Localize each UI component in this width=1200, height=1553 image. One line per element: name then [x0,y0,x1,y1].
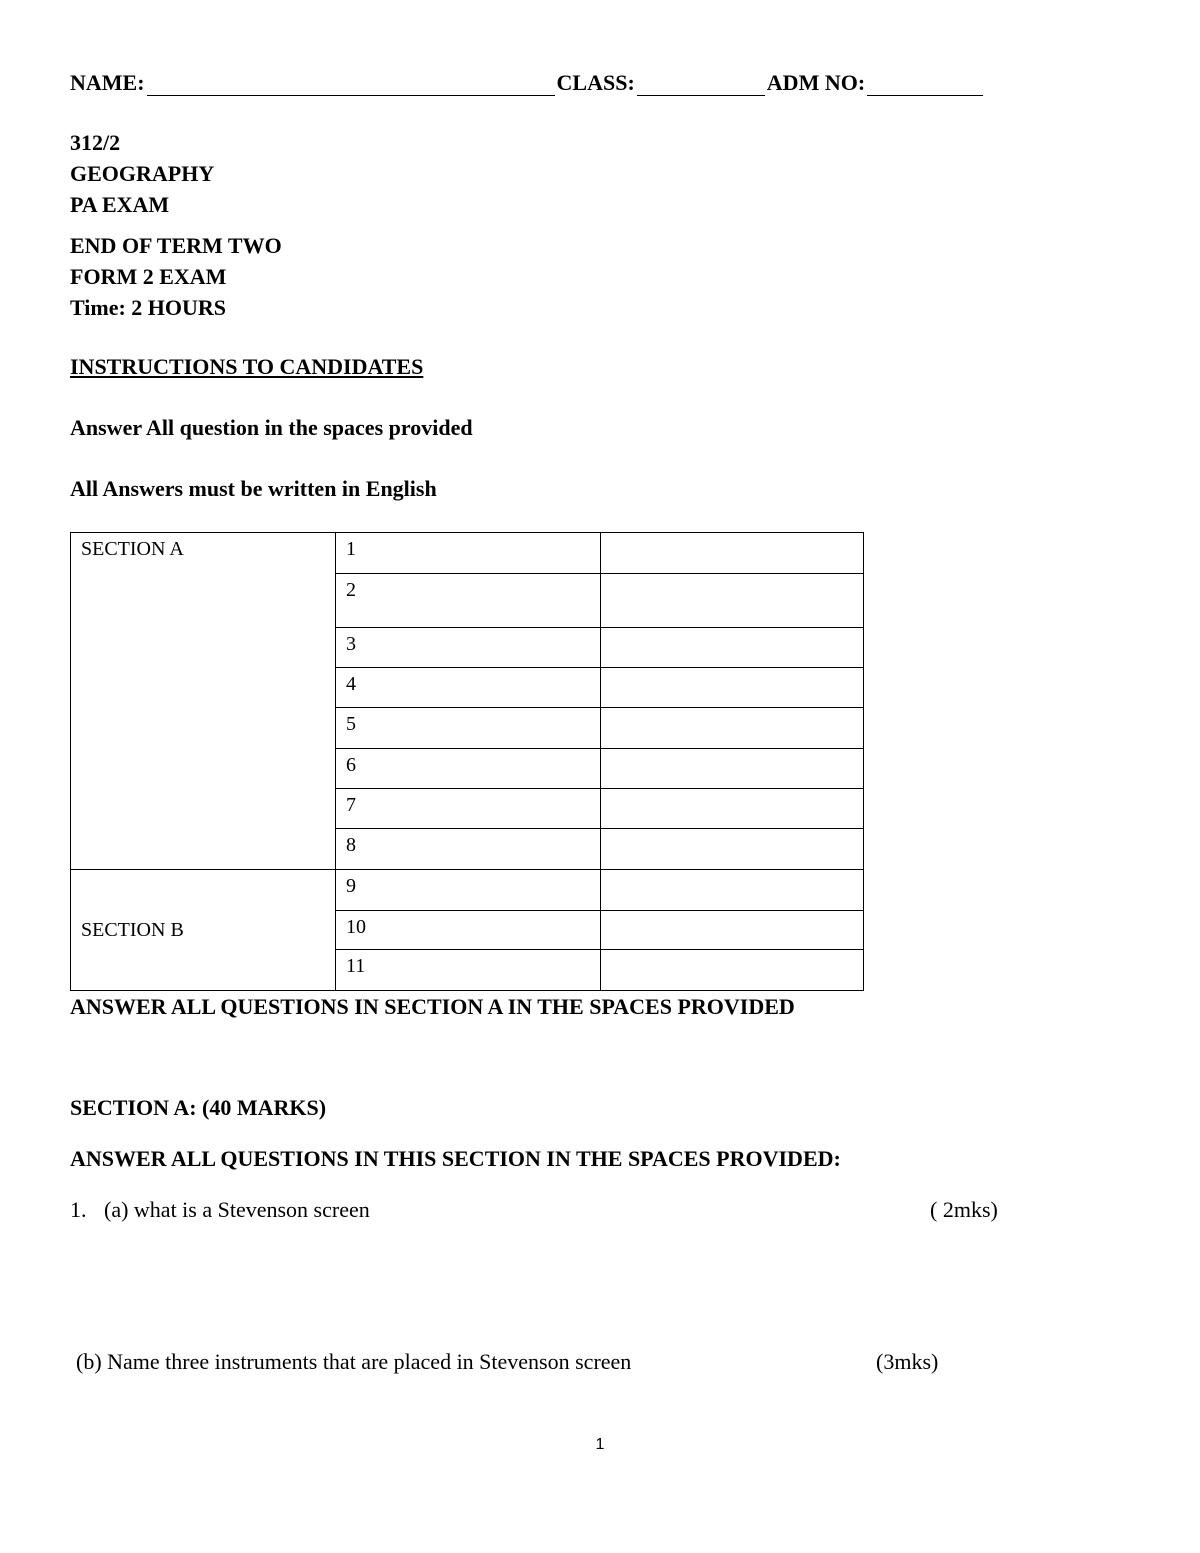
answer-all-section-a: ANSWER ALL QUESTIONS IN SECTION A IN THE SPACES PROVIDED [70,994,795,1019]
term-title: END OF TERM TWO [70,233,282,258]
exam-title: PA EXAM [70,192,170,217]
question-number-cell: 1 [336,533,601,574]
question-number-cell: 11 [336,950,601,991]
subject-title: GEOGRAPHY [70,161,215,186]
question-1a-text: (a) what is a Stevenson screen [104,1197,370,1222]
score-cell[interactable] [601,708,864,749]
score-cell[interactable] [601,950,864,991]
instruction-item: All Answers must be written in English [70,476,437,501]
score-cell[interactable] [601,749,864,789]
adm-field[interactable] [867,77,983,96]
section-b-label: SECTION B [81,918,184,941]
adm-label: ADM NO: [766,70,866,95]
question-1-number: 1. [70,1197,87,1222]
question-number-cell: 2 [336,574,601,628]
question-number-cell: 4 [336,668,601,708]
form-title: FORM 2 EXAM [70,264,227,289]
question-1b-marks: (3mks) [876,1349,939,1374]
score-cell[interactable] [601,870,864,911]
section-a-heading: SECTION A: (40 MARKS) [70,1095,327,1120]
score-cell[interactable] [601,789,864,829]
section-a-instruction: ANSWER ALL QUESTIONS IN THIS SECTION IN THE SPACES PROVIDED: [70,1146,841,1171]
score-cell[interactable] [601,829,864,870]
question-number-cell: 9 [336,870,601,911]
score-cell[interactable] [601,668,864,708]
question-number-cell: 8 [336,829,601,870]
question-1a-marks: ( 2mks) [930,1197,998,1222]
question-number-cell: 5 [336,708,601,749]
section-a-cell [71,533,336,870]
question-number-cell: 10 [336,911,601,950]
question-number-cell: 6 [336,749,601,789]
time-allowed: Time: 2 HOURS [70,295,227,320]
question-number-cell: 7 [336,789,601,829]
score-cell[interactable] [601,574,864,628]
class-label: CLASS: [556,70,635,95]
section-a-label: SECTION A [81,538,184,560]
class-field[interactable] [637,77,765,96]
score-cell[interactable] [601,911,864,950]
score-cell[interactable] [601,533,864,574]
question-number-cell: 3 [336,628,601,668]
score-cell[interactable] [601,628,864,668]
marks-table [70,532,864,991]
page-number: 1 [595,1436,605,1453]
name-field[interactable] [147,77,555,96]
name-label: NAME: [70,70,145,95]
student-details-line [70,70,985,96]
paper-code: 312/2 [70,130,121,155]
section-b-cell [71,870,336,991]
instruction-item: Answer All question in the spaces provided [70,415,473,440]
instructions-heading: INSTRUCTIONS TO CANDIDATES [70,354,424,379]
question-1b-text: (b) Name three instruments that are placed in Stevenson screen [76,1349,632,1374]
